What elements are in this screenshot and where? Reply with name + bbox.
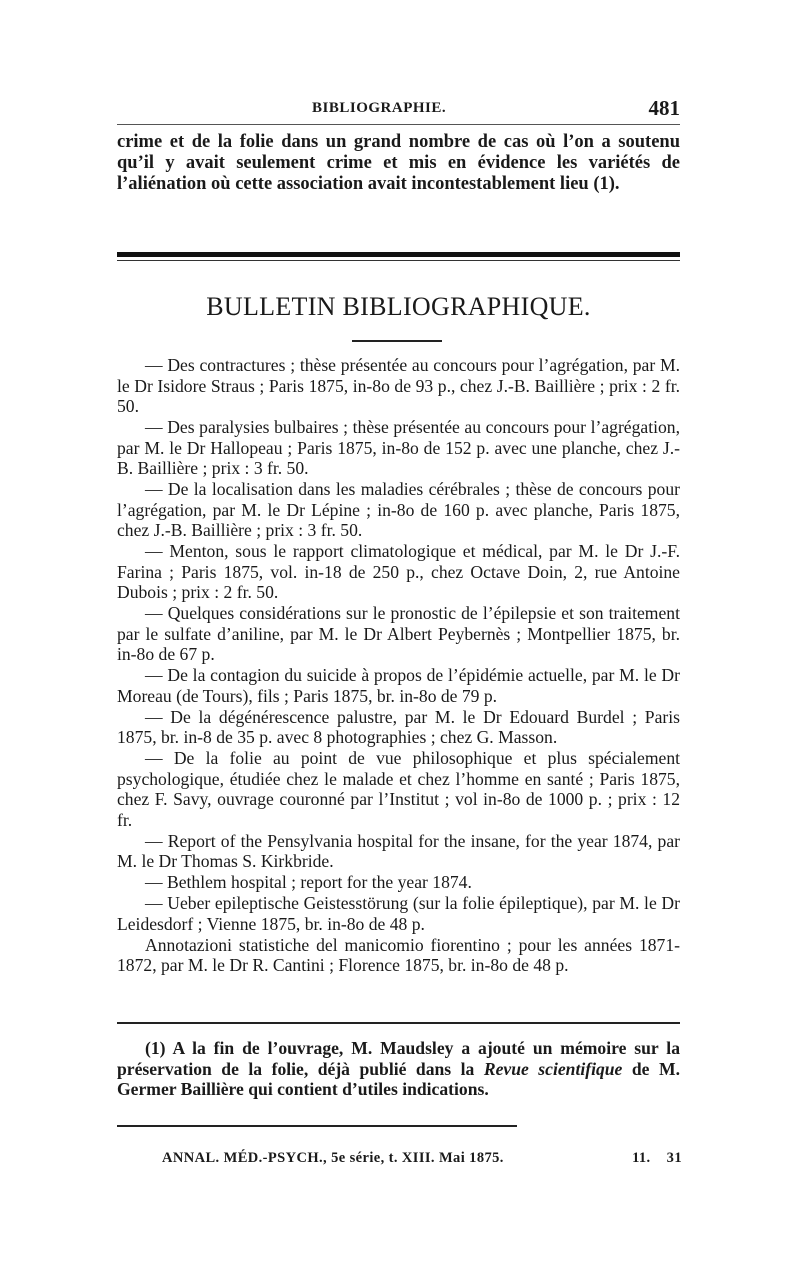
bibliography-entry: Annotazioni statistiche del manicomio fiorentino ; pour les années 1871-1872, par M. le Dr R. Cantini ; Florence 1875, br. in-8o de 48 p. (117, 934, 680, 975)
bibliography-entry: — Bethlem hospital ; report for the year 1874. (145, 872, 472, 892)
header-rule (117, 124, 680, 125)
footnote-journal: Revue scientifique (483, 1058, 623, 1079)
bibliography-entry: — Quelques considérations sur le pronostic de l’épilepsie et son traitement par le sulfate d’aniline, par M. le Dr Albert Peybernès ; Montpellier 1875, br. in-8o de 67 p. (117, 603, 680, 664)
bibliography-entry: — Des paralysies bulbaires ; thèse présentée au concours pour l’agrégation, par M. le Dr Hallopeau ; Paris 1875, in-8o de 152 p. avec une planche, chez J.-B. Baillière ; prix : 3 fr. 50. (117, 417, 680, 478)
continuation-paragraph (117, 132, 680, 195)
section-thin-rule (117, 260, 680, 261)
continuation-text: crime et de la folie dans un grand nombre de cas où l’on a soutenu qu’il y avait seulement crime et mis en évidence les variétés de l’aliénation où cette association avait incontestablement lieu (1). (117, 132, 680, 194)
bibliography-entry: — Menton, sous le rapport climatologique et médical, par M. le Dr J.-F. Farina ; Paris 1875, vol. in-18 de 250 p., chez Octave Doin, 2, rue Antoine Dubois ; prix : 2 fr. 50. (117, 541, 680, 602)
signature-line (162, 1150, 682, 1170)
bibliography-list (117, 355, 680, 976)
bibliography-entry: — De la localisation dans les maladies cérébrales ; thèse de concours pour l’agrégation, par M. le Dr Lépine ; in-8o de 160 p. avec planche, Paris 1875, chez J.-B. Baillière ; prix : 3 fr. 50. (117, 479, 680, 540)
footnote-mark: (1) (145, 1038, 166, 1058)
footnote-paragraph (117, 1038, 680, 1100)
footnote (117, 1038, 680, 1100)
footnote-rule (117, 1022, 680, 1024)
journal-signature: ANNAL. MÉD.-PSYCH., 5e série, t. XIII. Mai 1875. (162, 1150, 504, 1166)
footnote-text-after: de M. Germer Baillière qui contient d’utiles indications. (117, 1058, 680, 1099)
footnote-end-rule (117, 1125, 517, 1127)
footnote-text-before: A la fin de l’ouvrage, M. Maudsley a ajouté un mémoire sur la préservation de la folie, déjà publié dans la (117, 1038, 680, 1079)
bibliography-entry: — Report of the Pensylvania hospital for the insane, for the year 1874, par M. le Dr Thomas S. Kirkbride. (117, 830, 680, 871)
running-head-title: BIBLIOGRAPHIE. (312, 100, 447, 116)
page-number: 481 (648, 96, 680, 120)
section-title: BULLETIN BIBLIOGRAPHIQUE. (206, 292, 591, 321)
bibliography-entry: — Des contractures ; thèse présentée au concours pour l’agrégation, par M. le Dr Isidore Straus ; Paris 1875, in-8o de 93 p., chez J.-B. Baillière ; prix : 2 fr. 50. (117, 355, 680, 416)
bibliography-entry: — De la dégénérescence palustre, par M. le Dr Edouard Burdel ; Paris 1875, br. in-8 de 35 p. avec 8 photographies ; chez G. Masson. (117, 706, 680, 747)
bibliography-entry: — De la contagion du suicide à propos de l’épidémie actuelle, par M. le Dr Moreau (de Tours), fils ; Paris 1875, br. in-8o de 79 p. (117, 665, 680, 706)
title-underline (352, 340, 442, 342)
bibliography-entry: — Ueber epileptische Geistesstörung (sur la folie épileptique), par M. le Dr Leidesdorf ; Vienne 1875, br. in-8o de 48 p. (117, 893, 680, 934)
running-head (117, 98, 680, 124)
signature-numbers: 11. 31 (632, 1150, 682, 1166)
bibliography-entry: — De la folie au point de vue philosophique et plus spécialement psychologique, étudiée chez le malade et chez l’homme en santé ; Paris 1875, chez F. Savy, ouvrage couronné par l’Institut ; vol in-8o de 1000 p. ; prix : 12 fr. (117, 748, 680, 830)
section-thick-rule (117, 252, 680, 257)
